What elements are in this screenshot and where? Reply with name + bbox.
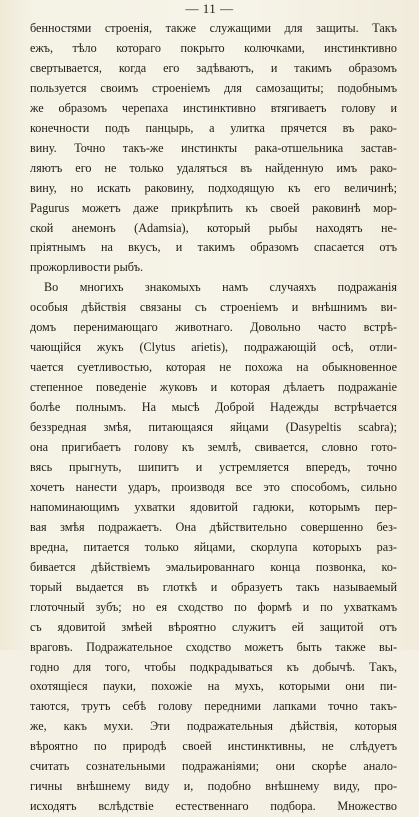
- text-line: конечности подъ панцырь, а улитка прячется въ рако-: [30, 120, 397, 135]
- text-line: таются, трутъ себѣ голову передними лапками точно такъ-: [30, 699, 397, 714]
- text-line: свертывается, когда его задѣваютъ, и такимъ образомъ: [30, 60, 397, 75]
- text-line: напоминающимъ ухватки ядовитой гадюки, которымъ пер-: [30, 499, 397, 514]
- text-line: же, какъ мухи. Эти подражательныя дѣйствія, которыя: [30, 719, 397, 734]
- text-line: особыя дѣйствія связаны съ строеніемъ и внѣшнимъ ви-: [30, 300, 397, 315]
- text-line: пріятнымъ на вкусъ, и такимъ образомъ спасается отъ: [30, 240, 397, 255]
- text-line: охотящіеся пауки, похожіе на мухъ, которыми они пи-: [30, 679, 397, 694]
- text-line: считать сознательными подражаніями; они скорѣе анало-: [30, 759, 397, 774]
- text-line: съ ядовитой змѣей вѣроятно служитъ ей защитой отъ: [30, 619, 397, 634]
- text-line: вясь прыгнуть, шипитъ и устремляется впередъ, точно: [30, 459, 397, 474]
- text-line: вая змѣя подражаетъ. Она дѣйствительно совершенно без-: [30, 519, 397, 534]
- text-line: болѣе полнымъ. На мысѣ Доброй Надежды встрѣчается: [30, 400, 397, 415]
- text-line: бенностями строенія, также служащими для защиты. Такъ: [30, 21, 397, 35]
- text-line: гичны внѣшнему виду и, подобно внѣшнему виду, про-: [30, 779, 397, 794]
- text-line: она пригибаетъ голову къ землѣ, свивается, словно гото-: [30, 440, 397, 455]
- text-line: беззредная змѣя, питающаяся яйцами (Dasypeltis scabra);: [30, 420, 397, 435]
- text-line: враговъ. Подражательное сходство можетъ быть также вы-: [30, 639, 397, 654]
- text-line: чающійся жукъ (Clytus arietis), подражающій осѣ, отли-: [30, 340, 397, 355]
- text-line: чается суетливостью, которая не похожа на обыкновенное: [30, 360, 397, 375]
- text-line: глоточный зубъ; но ея сходство по формѣ и по ухваткамъ: [30, 599, 397, 614]
- text-line: бивается дѣйствіемъ эмальированнаго конца позвонка, ко-: [30, 559, 397, 574]
- text-line: торый выдается въ глоткѣ и образуетъ такъ называемый: [30, 579, 397, 594]
- text-line: пользуется своимъ строеніемъ для самозащиты; подобнымъ: [30, 80, 397, 95]
- text-line: Во многихъ знакомыхъ намъ случаяхъ подражанія: [44, 280, 397, 295]
- text-line: Pagurus можетъ даже прикрѣпить къ своей раковинѣ мор-: [30, 200, 397, 215]
- text-line: вину, но искать раковину, подходящую къ его величинѣ;: [30, 180, 397, 195]
- text-line: ежъ, тѣло котораго покрыто колючками, инстинктивно: [30, 40, 397, 55]
- text-line: годно для того, чтобы подкрадываться къ добычѣ. Такъ,: [30, 659, 397, 674]
- text-line: хочетъ нанести ударъ, производя все это способомъ, сильно: [30, 479, 397, 494]
- text-line: же образомъ черепаха инстинктивно втягиваетъ голову и: [30, 100, 397, 115]
- text-line: домъ перенимающаго животнаго. Довольно часто встрѣ-: [30, 320, 397, 335]
- text-line: исходятъ вслѣдствіе естественнаго подбора. Множество: [30, 799, 397, 814]
- text-line: вину. Точно такъ-же инстинкты рака-отшельника застав-: [30, 140, 397, 155]
- text-line: вредна, питается только яйцами, скорлупа которыхъ раз-: [30, 539, 397, 554]
- text-line: вѣроятно по природѣ своей инстинктивны, не слѣдуетъ: [30, 739, 397, 754]
- page-number: — 11 —: [185, 1, 234, 16]
- text-line: прожорливости рыбъ.: [30, 260, 144, 275]
- text-line: ляютъ его не только удаляться въ найденную имъ рако-: [30, 160, 397, 175]
- text-line: степенное поведеніе жуковъ и которая дѣлаетъ подражаніе: [30, 380, 397, 395]
- body-text: [30, 19, 397, 817]
- text-line: ской анемонъ (Adamsia), который рыбы находятъ не-: [30, 220, 397, 235]
